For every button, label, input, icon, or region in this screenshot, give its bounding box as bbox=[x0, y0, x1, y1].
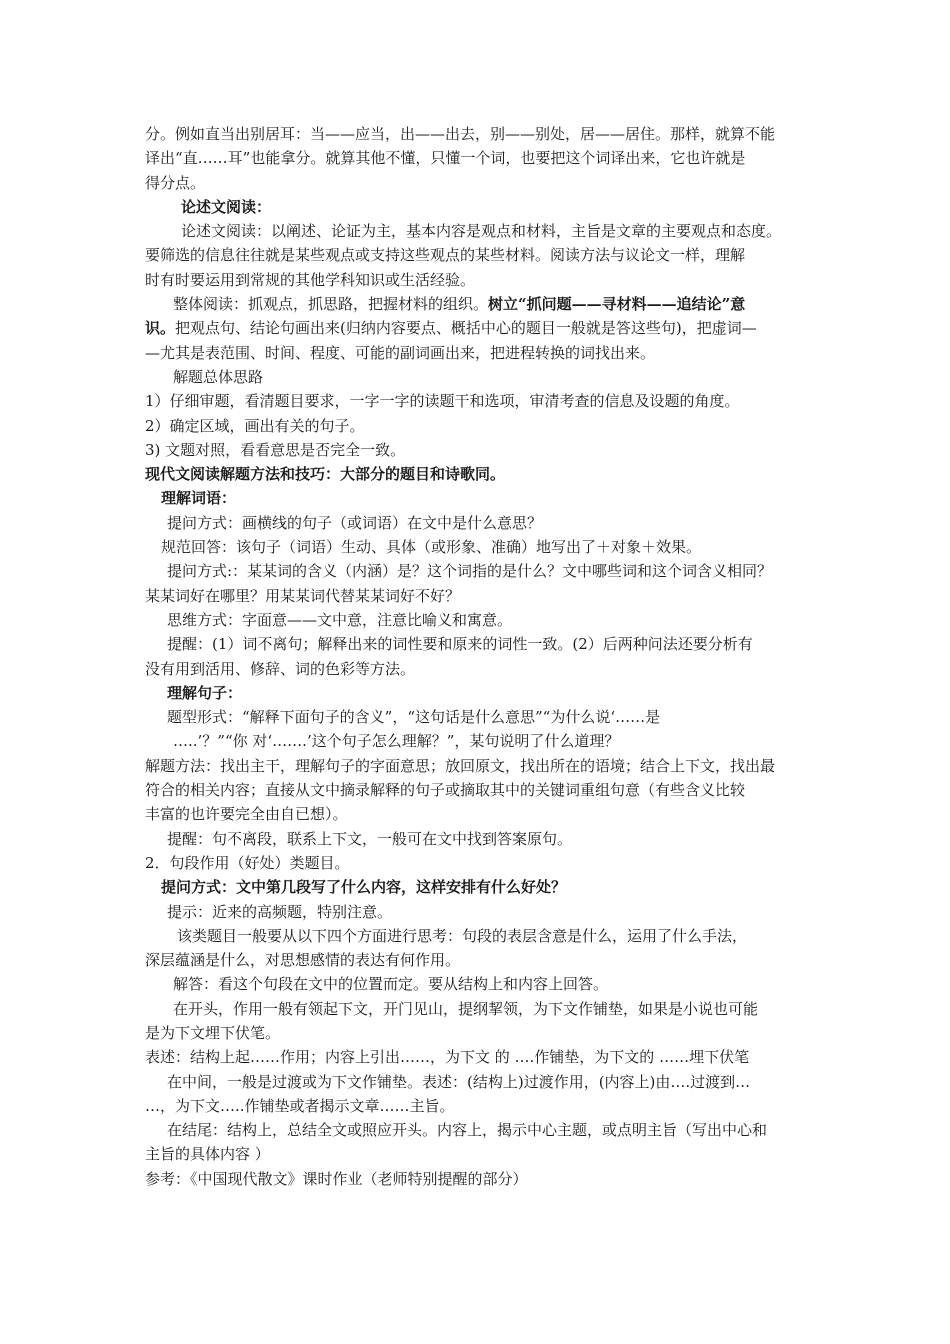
paragraph-line: 提醒：句不离段，联系上下文，一般可在文中找到答案原句。 bbox=[167, 829, 573, 848]
paragraph-line: 在结尾：结构上，总结全文或照应开头。内容上，揭示中心主题，或点明主旨（写出中心和 bbox=[167, 1121, 768, 1140]
paragraph-line: 深层蕴涵是什么，对思想感情的表达有何作用。 bbox=[145, 951, 461, 970]
paragraph-line: 表述：结构上起……作用；内容上引出……，为下文 的 ….作铺垫，为下文的 ……埋下伏笔 bbox=[145, 1048, 750, 1067]
list-item: 2）确定区域，画出有关的句子。 bbox=[145, 416, 365, 435]
list-item: 3) 文题对照，看看意思是否完全一致。 bbox=[145, 440, 406, 459]
section-heading: 论述文阅读： bbox=[181, 197, 272, 216]
paragraph-line: 解答：看这个句段在文中的位置而定。要从结构上和内容上回答。 bbox=[173, 975, 609, 994]
paragraph-line bbox=[145, 316, 810, 340]
paragraph-line: 规范回答：该句子（词语）生动、具体（或形象、准确）地写出了＋对象＋效果。 bbox=[161, 538, 702, 557]
section-heading: 理解词语： bbox=[161, 489, 237, 508]
document-body bbox=[145, 122, 810, 1191]
paragraph-line: —尤其是表范围、时间、程度、可能的副词画出来，把进程转换的词找出来。 bbox=[145, 343, 656, 362]
reference-line: 参考：《中国现代散文》课时作业（老师特别提醒的部分） bbox=[145, 1169, 528, 1188]
paragraph-line: 译出“直……耳”也能拿分。就算其他不懂，只懂一个词，也要把这个词译出来，它也许就是 bbox=[145, 149, 746, 168]
line-emphasis: 树立“抓问题——寻材料——追结论”意 bbox=[488, 295, 746, 314]
paragraph-line: 提醒：(1）词不离句；解释出来的词性要和原来的词性一致。(2）后两种问法还要分析有 bbox=[167, 635, 753, 654]
paragraph-line: 是为下文埋下伏笔。 bbox=[145, 1023, 281, 1042]
list-item: 1）仔细审题，看清题目要求，一字一字的读题干和选项，审清考查的信息及设题的角度。 bbox=[145, 392, 740, 411]
section-heading: 提问方式：文中第几段写了什么内容，这样安排有什么好处？ bbox=[161, 878, 567, 897]
line-text: 整体阅读：抓观点，抓思路，把握材料的组织。 bbox=[173, 295, 489, 314]
paragraph-line: 提问方式:：某某词的含义（内涵）是？这个词指的是什么？文中哪些词和这个词含义相同？ bbox=[167, 562, 773, 581]
paragraph-line: …，为下文…..作铺垫或者揭示文章……主旨。 bbox=[145, 1096, 455, 1115]
paragraph-line: 分。例如直当出别居耳：当——应当，出——出去，别——别处，居——居住。那样，就算不能 bbox=[145, 125, 776, 143]
paragraph-line: 在开头，作用一般有领起下文，开门见山，提纲挈领，为下文作铺垫，如果是小说也可能 bbox=[173, 999, 759, 1018]
paragraph-line: 题型形式：“解释下面句子的含义”，“这句话是什么意思”“为什么说‘……是 bbox=[167, 708, 661, 727]
paragraph-line: …..’？”“你 对‘…….’这个句子怎么理解？”，某句说明了什么道理？ bbox=[173, 732, 620, 751]
section-heading: 现代文阅读解题方法和技巧：大部分的题目和诗歌同。 bbox=[145, 465, 506, 484]
paragraph-line: 思维方式：字面意——文中意，注意比喻义和寓意。 bbox=[167, 610, 513, 629]
paragraph-line bbox=[145, 292, 810, 316]
paragraph-line: 丰富的也许要完全由自已想）。 bbox=[145, 805, 348, 824]
paragraph-line: 解题总体思路 bbox=[173, 367, 264, 386]
paragraph-line: 主旨的具体内容 ） bbox=[145, 1145, 270, 1164]
section-heading: 理解句子： bbox=[167, 683, 243, 702]
paragraph-line: 要筛选的信息往往就是某些观点或支持这些观点的某些材料。阅读方法与议论文一样，理解 bbox=[145, 246, 746, 265]
paragraph-line: 没有用到活用、修辞、词的色彩等方法。 bbox=[145, 659, 416, 678]
list-item: 2．句段作用（好处）类题目。 bbox=[145, 853, 350, 872]
paragraph-line: 该类题目一般要从以下四个方面进行思考：句段的表层含意是什么，运用了什么手法， bbox=[177, 926, 748, 945]
paragraph-line: 提问方式：画横线的句子（或词语）在文中是什么意思？ bbox=[167, 513, 543, 532]
paragraph-line: 某某词好在哪里？用某某词代替某某词好不好？ bbox=[145, 586, 461, 605]
paragraph-line: 在中间，一般是过渡或为下文作铺垫。表述：(结构上)过渡作用，(内容上)由….过渡到… bbox=[167, 1072, 751, 1091]
paragraph-line: 提示：近来的高频题，特别注意。 bbox=[167, 902, 393, 921]
line-emphasis: 识。 bbox=[145, 319, 176, 338]
paragraph-line: 符合的相关内容；直接从文中摘录解释的句子或摘取其中的关键词重组句意（有些含义比较 bbox=[145, 781, 746, 800]
paragraph-line: 论述文阅读：以阐述、论证为主，基本内容是观点和材料，主旨是文章的主要观点和态度。 bbox=[181, 222, 782, 241]
line-text: 把观点句、结论句画出来(归纳内容要点、概括中心的题目一般就是答这些句)，把虚词— bbox=[175, 319, 757, 338]
paragraph-line: 得分点。 bbox=[145, 173, 206, 192]
paragraph-line: 时有时要运用到常规的其他学科知识或生活经验。 bbox=[145, 270, 476, 289]
paragraph-line: 解题方法：找出主干，理解句子的字面意思；放回原文，找出所在的语境；结合上下文，找出最 bbox=[145, 756, 776, 775]
